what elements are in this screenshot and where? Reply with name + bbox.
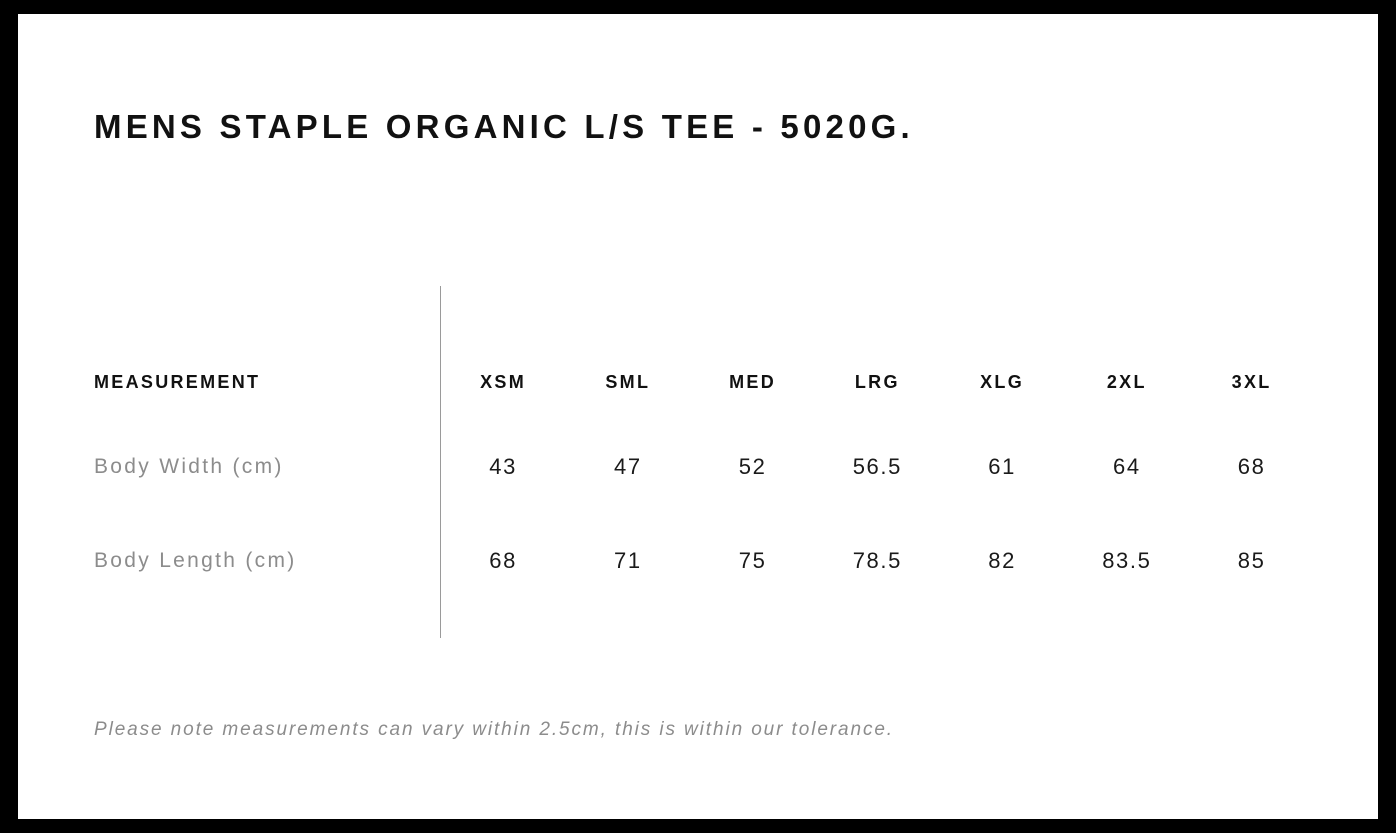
- cell-body-length-3xl: 85: [1237, 548, 1266, 573]
- column-header-size-xsm: XSM: [480, 371, 527, 392]
- cell-body-width-lrg: 56.5: [852, 454, 902, 479]
- column-header-size-med: MED: [729, 371, 777, 392]
- cell-body-length-xsm: 68: [489, 548, 517, 573]
- column-header-size-2xl: 2XL: [1106, 371, 1147, 392]
- column-header-size-lrg: LRG: [854, 371, 900, 392]
- cell-body-width-xlg: 61: [988, 454, 1016, 479]
- column-header-size-sml: SML: [605, 371, 651, 392]
- cell-body-width-sml: 47: [613, 454, 642, 479]
- cell-body-length-med: 75: [738, 548, 767, 573]
- column-header-measurement: MEASUREMENT: [94, 371, 261, 392]
- row-label-body-length: Body Length (cm): [94, 549, 297, 572]
- cell-body-length-xlg: 82: [988, 548, 1016, 573]
- column-header-size-xlg: XLG: [980, 371, 1025, 392]
- cell-body-width-med: 52: [738, 454, 767, 479]
- column-header-size-3xl: 3XL: [1231, 371, 1272, 392]
- table-row: [94, 514, 1314, 608]
- row-label-body-width: Body Width (cm): [94, 455, 284, 478]
- cell-body-width-2xl: 64: [1112, 454, 1141, 479]
- table-header-row: [94, 344, 1314, 420]
- table-row: [94, 420, 1314, 514]
- cell-body-length-lrg: 78.5: [852, 548, 902, 573]
- cell-body-length-sml: 71: [613, 548, 642, 573]
- cell-body-length-2xl: 83.5: [1102, 548, 1152, 573]
- cell-body-width-xsm: 43: [489, 454, 517, 479]
- cell-body-width-3xl: 68: [1237, 454, 1266, 479]
- page-title: MENS STAPLE ORGANIC L/S TEE - 5020G.: [94, 108, 914, 145]
- size-chart-table: [94, 344, 1314, 608]
- size-chart-page: [18, 14, 1378, 819]
- tolerance-note: Please note measurements can vary within 2.5cm, this is within our tolerance.: [94, 719, 894, 740]
